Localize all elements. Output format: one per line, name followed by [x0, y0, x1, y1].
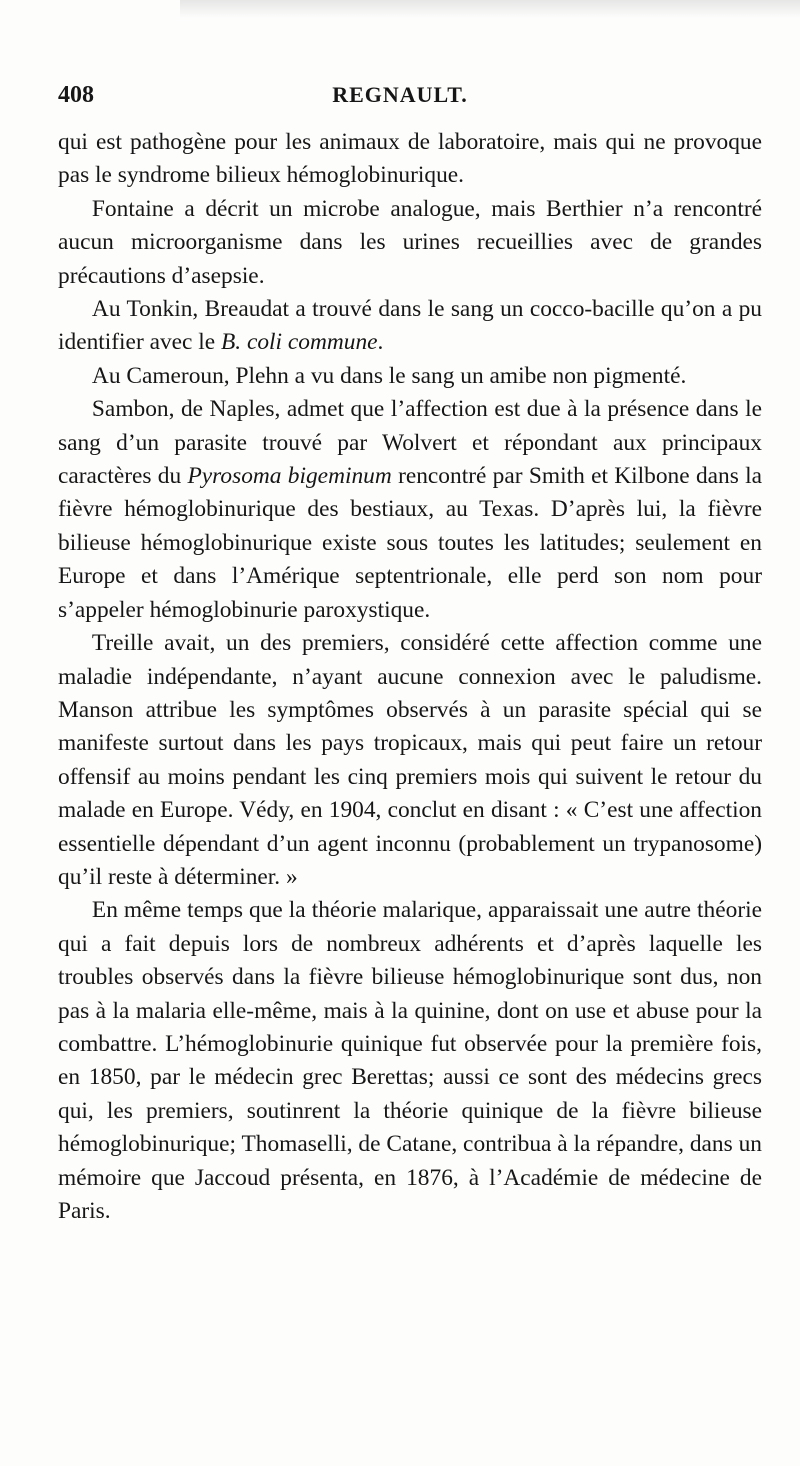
- paragraph-6: Treille avait, un des premiers, considéré cette affection comme une maladie indépendante, n’ayant aucune connexion avec le paludisme. Manson attribue les symptômes observés à un parasite spécial qui se manifeste surtout dans les pays tropicaux, mais qui peut faire un retour offensif au moins pendant les cinq premiers mois qui suivent le retour du malade en Europe. Védy, en 1904, conclut en disant : « C’est une affection essentielle dépendant d’un agent inconnu (probablement un trypanosome) qu’il reste à déterminer. »: [58, 630, 762, 890]
- page-header: [58, 82, 742, 122]
- body-text: [58, 126, 762, 1228]
- paragraph-1: qui est pathogène pour les animaux de laboratoire, mais qui ne provoque pas le syndrome bilieux hémoglobinurique.: [58, 129, 762, 189]
- paragraph-3-text: Au Tonkin, Breaudat a trouvé dans le sang un cocco-bacille qu’on a pu identifier avec le: [58, 296, 762, 356]
- paragraph-4: Au Cameroun, Plehn a vu dans le sang un amibe non pigmenté.: [91, 362, 687, 389]
- page-top-shadow: [180, 0, 800, 18]
- paragraph-5: [58, 393, 762, 627]
- species-name-pyrosoma: Pyrosoma bigeminum: [187, 463, 392, 490]
- page-number: 408: [58, 82, 94, 108]
- paragraph-3: [58, 293, 762, 360]
- paragraph-2: Fontaine a décrit un microbe analogue, mais Berthier n’a rencontré aucun microorganisme dans les urines recueillies avec de grandes précautions d’asepsie.: [58, 195, 762, 289]
- paragraph-3-end: .: [377, 329, 384, 356]
- species-name-b-coli: B. coli commune: [221, 329, 378, 356]
- paragraph-7: En même temps que la théorie malarique, apparaissait une autre théorie qui a fait depuis lors de nombreux adhérents et d’après laquelle les troubles observés dans la fièvre bilieuse hémoglobinurique sont dus, non pas à la malaria elle-même, mais à la quinine, dont on use et abuse pour la combattre. L’hémoglobinurie quinique fut observée pour la première fois, en 1850, par le médecin grec Berettas; aussi ce sont des médecins grecs qui, les premiers, soutinrent la théorie quinique de la fièvre bilieuse hémoglobinurique; Thomaselli, de Catane, contribua à la répandre, dans un mémoire que Jaccoud présenta, en 1876, à l’Académie de médecine de Paris.: [58, 897, 762, 1224]
- paragraph-5-end: rencontré par Smith et Kilbone dans la fièvre hémoglobinurique des bestiaux, au Texas. D’après lui, la fièvre bilieuse hémoglobinurique existe sous toutes les latitudes; seulement en Europe et dans l’Amérique septentrionale, elle perd son nom pour s’appeler hémoglobinurie paroxystique.: [58, 463, 763, 623]
- paragraph-5-text: Sambon, de Naples, admet que l’affection est due à la présence dans le sang d’un parasite trouvé par Wolvert et répondant aux principaux caractères du: [58, 396, 762, 490]
- running-head: REGNAULT.: [332, 82, 468, 107]
